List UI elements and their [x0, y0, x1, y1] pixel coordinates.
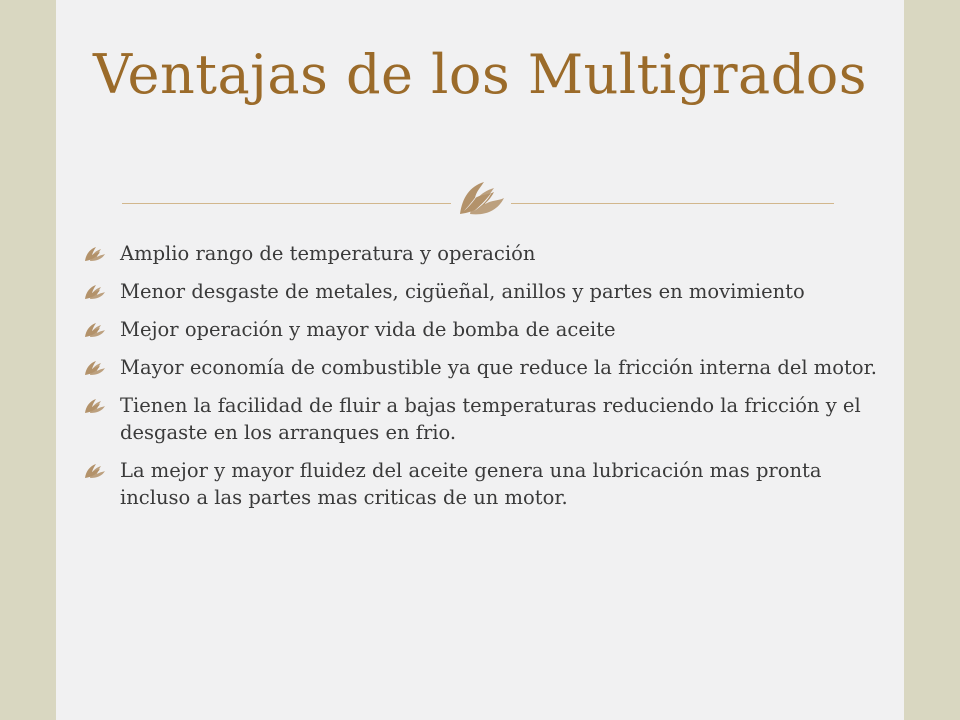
list-item — [80, 354, 880, 381]
list-item — [80, 457, 880, 511]
bullet-text: La mejor y mayor fluidez del aceite genera una lubricación mas pronta incluso a las partes mas criticas de un motor. — [120, 459, 822, 509]
bullet-text: Amplio rango de temperatura y operación — [120, 242, 536, 265]
list-item — [80, 278, 880, 305]
double-leaf-bullet-icon — [80, 316, 120, 343]
bullet-text: Menor desgaste de metales, cigüeñal, anillos y partes en movimiento — [120, 280, 805, 303]
double-leaf-bullet-icon — [80, 240, 120, 267]
double-leaf-bullet-icon — [80, 354, 120, 381]
double-leaf-bullet-icon — [80, 392, 120, 419]
bullet-text: Mejor operación y mayor vida de bomba de aceite — [120, 318, 616, 341]
list-item — [80, 240, 880, 267]
double-leaf-bullet-icon — [80, 278, 120, 305]
double-leaf-bullet-icon — [80, 457, 120, 484]
list-item — [80, 392, 880, 446]
bullet-list — [80, 240, 880, 522]
bullet-text: Tienen la facilidad de fluir a bajas temperaturas reduciendo la fricción y el desgaste en los arranques en frio. — [120, 394, 861, 444]
double-leaf-ornament-icon — [451, 176, 511, 220]
list-item — [80, 316, 880, 343]
slide-title: Ventajas de los Multigrados — [92, 43, 867, 106]
bullet-text: Mayor economía de combustible ya que reduce la fricción interna del motor. — [120, 356, 877, 379]
